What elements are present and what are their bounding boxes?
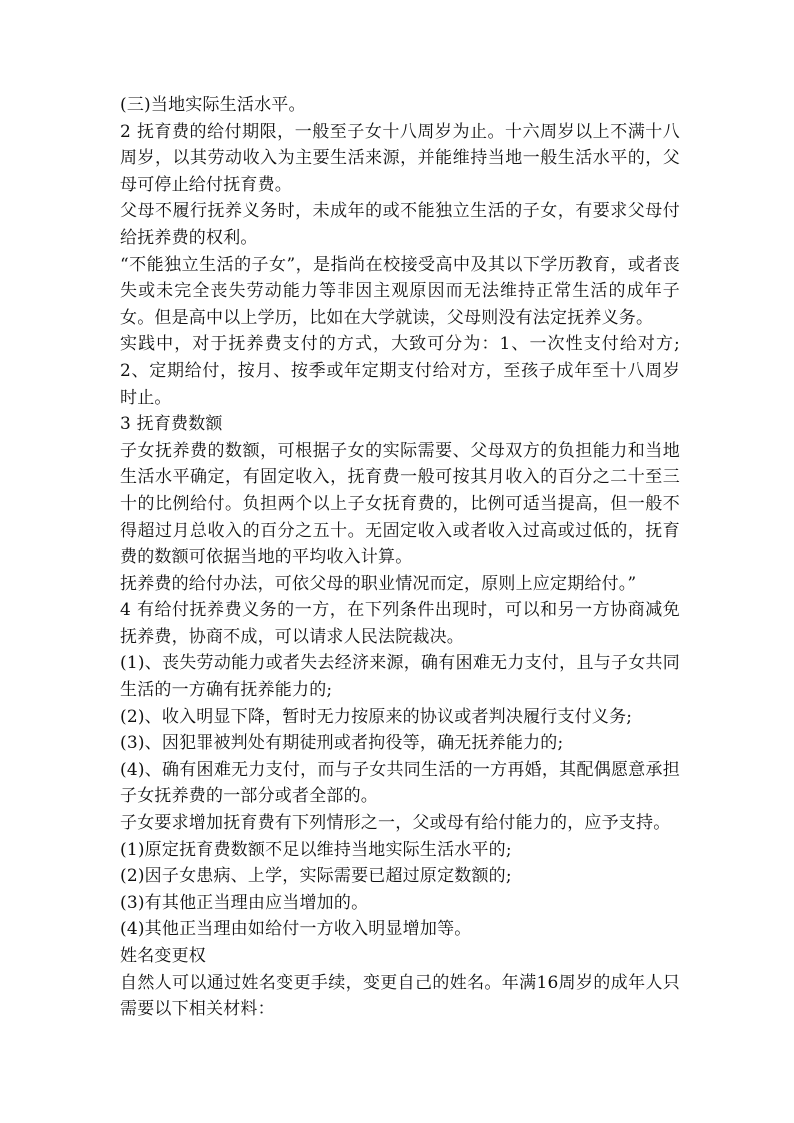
paragraph-reduction-conditions: 4 有给付抚养费义务的一方，在下列条件出现时，可以和另一方协商减免抚养费，协商不成，可以请求人民法院裁决。 [120, 600, 680, 647]
list-item-reduction-4: (4)、确有困难无力支付，而与子女共同生活的一方再婚，其配偶愿意承担子女抚养费的一部分或者全部的。 [120, 759, 680, 807]
document-page [120, 92, 680, 1023]
paragraph-amount-rules: 子女抚养费的数额，可根据子女的实际需要、父母双方的负担能力和当地生活水平确定，有固定收入，抚育费一般可按其月收入的百分之二十至三十的比例给付。负担两个以上子女抚育费的，比例可适当提高，但一般不得超过月总收入的百分之五十。无固定收入或者收入过高或过低的，抚育费的数额可依据当地的平均收入计算。 [120, 440, 680, 568]
list-item-increase-3: (3)有其他正当理由应当增加的。 [120, 892, 369, 913]
list-item-increase-2: (2)因子女患病、上学，实际需要已超过原定数额的; [120, 866, 512, 887]
paragraph-payment-methods: 实践中，对于抚养费支付的方式，大致可分为：1、一次性支付给对方;2、定期给付，按月、按季或年定期支付给对方，至孩子成年至十八周岁时止。 [120, 334, 680, 408]
list-item-increase-1: (1)原定抚育费数额不足以维持当地实际生活水平的; [120, 839, 512, 860]
paragraph-living-standard: (三)当地实际生活水平。 [120, 95, 306, 115]
paragraph-payment-approach: 抚养费的给付办法，可依父母的职业情况而定，原则上应定期给付。” [120, 573, 637, 594]
heading-name-change-right: 姓名变更权 [120, 946, 206, 966]
list-item-reduction-1: (1)、丧失劳动能力或者失去经济来源，确有困难无力支付，且与子女共同生活的一方确有抚养能力的; [120, 653, 680, 701]
paragraph-parental-duty: 父母不履行抚养义务时，未成年的或不能独立生活的子女，有要求父母付给抚养费的权利。 [120, 201, 680, 248]
paragraph-name-change: 自然人可以通过姓名变更手续，变更自己的姓名。年满16周岁的成年人只需要以下相关材料： [120, 972, 680, 1020]
heading-support-amount: 3 抚育费数额 [120, 414, 223, 435]
paragraph-increase-conditions: 子女要求增加抚育费有下列情形之一，父或母有给付能力的，应予支持。 [120, 813, 671, 834]
list-item-increase-4: (4)其他正当理由如给付一方收入明显增加等。 [120, 919, 472, 940]
paragraph-definition-dependent-child: “不能独立生活的子女”，是指尚在校接受高中及其以下学历教育，或者丧失或未完全丧失劳动能力等非因主观原因而无法维持正常生活的成年子女。但是高中以上学历，比如在大学就读，父母则没有法定抚养义务。 [120, 254, 680, 328]
paragraph-payment-period: 2 抚育费的给付期限，一般至子女十八周岁为止。十六周岁以上不满十八周岁，以其劳动收入为主要生活来源，并能维持当地一般生活水平的，父母可停止给付抚育费。 [120, 121, 680, 195]
list-item-reduction-3: (3)、因犯罪被判处有期徒刑或者拘役等，确无抚养能力的; [120, 733, 564, 754]
list-item-reduction-2: (2)、收入明显下降，暂时无力按原来的协议或者判决履行支付义务; [120, 706, 633, 727]
